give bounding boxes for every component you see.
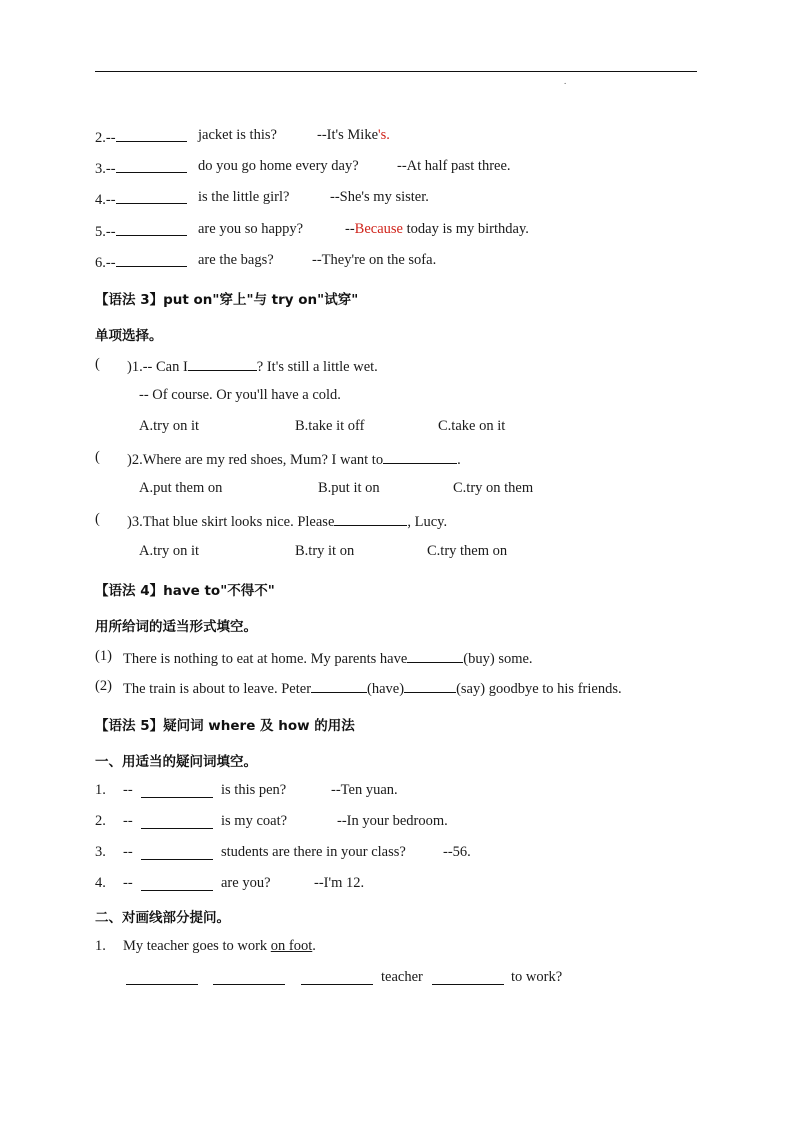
answer-blank[interactable] xyxy=(141,814,213,829)
section-heading-grammar-5: 【语法 5】疑问词 where 及 how 的用法 xyxy=(95,718,355,734)
answer-text: --In your bedroom. xyxy=(337,813,448,829)
answer-text: --They're on the sofa. xyxy=(312,252,437,268)
answer-text: --I'm 12. xyxy=(314,875,365,891)
list-item xyxy=(95,511,448,530)
answer-text: --At half past three. xyxy=(397,158,511,174)
header-rule xyxy=(95,71,697,72)
list-item xyxy=(95,158,511,178)
word-teacher: teacher xyxy=(381,969,423,985)
answer-blank[interactable] xyxy=(311,678,367,693)
question-text: My teacher goes to work on foot. xyxy=(123,938,316,954)
list-item xyxy=(95,189,429,209)
answer-blank[interactable] xyxy=(116,189,187,204)
item-number: 1. xyxy=(95,938,106,954)
word-to-work: to work? xyxy=(511,969,563,985)
option-c: C.take on it xyxy=(438,418,506,434)
answer-text: --Ten yuan. xyxy=(331,782,398,798)
answer-blank[interactable] xyxy=(432,970,504,985)
answer-blank[interactable] xyxy=(116,158,187,173)
list-item: 2. -- is my coat? --In your bedroom. xyxy=(95,813,448,829)
question-number: 6.-- xyxy=(95,255,116,271)
instruction: 单项选择。 xyxy=(95,328,163,344)
item-text: There is nothing to eat at home. My parents have (buy) some. xyxy=(123,648,533,668)
answer-line xyxy=(126,969,626,989)
option-c: C.try them on xyxy=(427,543,508,559)
answer-blank[interactable] xyxy=(116,127,187,142)
answer-blank[interactable] xyxy=(407,648,463,663)
question-line2: -- Of course. Or you'll have a cold. xyxy=(139,387,341,403)
question-number: 5.-- xyxy=(95,224,116,240)
question-text: are you so happy? xyxy=(198,221,304,237)
option-a: A.try on it xyxy=(139,418,200,434)
answer-blank[interactable] xyxy=(301,970,373,985)
option-b: B.put it on xyxy=(318,480,380,496)
page-dot: . xyxy=(564,76,567,86)
answer-blank[interactable] xyxy=(334,511,407,526)
question-text: is the little girl? xyxy=(198,189,290,205)
list-item xyxy=(95,938,316,955)
question-text: students are there in your class? xyxy=(221,844,406,860)
question-text: are you? xyxy=(221,875,271,891)
answer-paren: ( xyxy=(95,356,100,372)
question-text: )2.Where are my red shoes, Mum? I want to . xyxy=(127,449,461,469)
answer-text: --Because today is my birthday. xyxy=(345,221,529,237)
question-number: 2.-- xyxy=(95,130,116,146)
instruction: 二、对画线部分提问。 xyxy=(95,910,230,926)
list-item xyxy=(95,648,533,667)
list-item xyxy=(95,356,378,375)
answer-blank[interactable] xyxy=(213,970,285,985)
answer-text: --56. xyxy=(443,844,471,860)
underlined-phrase: on foot xyxy=(270,938,313,954)
list-item xyxy=(95,221,529,241)
item-number: (1) xyxy=(95,648,112,664)
answer-blank[interactable] xyxy=(404,678,456,693)
list-item xyxy=(95,252,437,272)
list-item xyxy=(95,678,622,697)
option-a: A.try on it xyxy=(139,543,200,559)
answer-paren: ( xyxy=(95,449,100,465)
answer-blank[interactable] xyxy=(188,356,257,371)
option-b: B.take it off xyxy=(295,418,365,434)
instruction: 用所给词的适当形式填空。 xyxy=(95,619,257,635)
section-heading-grammar-3: 【语法 3】put on"穿上"与 try on"试穿" xyxy=(95,292,359,308)
list-item xyxy=(95,449,461,468)
item-number: 2. xyxy=(95,813,106,829)
item-text: The train is about to leave. Peter (have) (say) goodbye to his friends. xyxy=(123,678,622,698)
option-c: C.try on them xyxy=(453,480,534,496)
answer-blank[interactable] xyxy=(141,876,213,891)
question-text: )1.-- Can I ? It's still a little wet. xyxy=(127,356,378,376)
answer-blank[interactable] xyxy=(126,970,198,985)
item-number: 4. xyxy=(95,875,106,891)
item-number: (2) xyxy=(95,678,112,694)
question-text: is my coat? xyxy=(221,813,288,829)
section-heading-grammar-4: 【语法 4】have to"不得不" xyxy=(95,583,275,599)
answer-blank[interactable] xyxy=(116,252,187,267)
question-text: are the bags? xyxy=(198,252,274,268)
answer-blank[interactable] xyxy=(383,449,457,464)
item-number: 3. xyxy=(95,844,106,860)
question-number: 4.-- xyxy=(95,192,116,208)
question-text: jacket is this? xyxy=(198,127,277,143)
answer-text: --She's my sister. xyxy=(330,189,429,205)
list-item: 3. -- students are there in your class? --56. xyxy=(95,844,471,860)
question-text: is this pen? xyxy=(221,782,287,798)
answer-blank[interactable] xyxy=(141,845,213,860)
answer-blank[interactable] xyxy=(141,783,213,798)
answer-paren: ( xyxy=(95,511,100,527)
option-b: B.try it on xyxy=(295,543,355,559)
question-text: )3.That blue skirt looks nice. Please , Lucy. xyxy=(127,511,447,531)
answer-blank[interactable] xyxy=(116,221,187,236)
question-text: do you go home every day? xyxy=(198,158,359,174)
instruction: 一、用适当的疑问词填空。 xyxy=(95,754,257,770)
list-item: 1. -- is this pen? --Ten yuan. xyxy=(95,782,398,798)
item-number: 1. xyxy=(95,782,106,798)
option-a: A.put them on xyxy=(139,480,223,496)
answer-text: --It's Mike's. xyxy=(317,127,390,143)
list-item: 4. -- are you? --I'm 12. xyxy=(95,875,365,891)
list-item xyxy=(95,127,390,147)
question-number: 3.-- xyxy=(95,161,116,177)
